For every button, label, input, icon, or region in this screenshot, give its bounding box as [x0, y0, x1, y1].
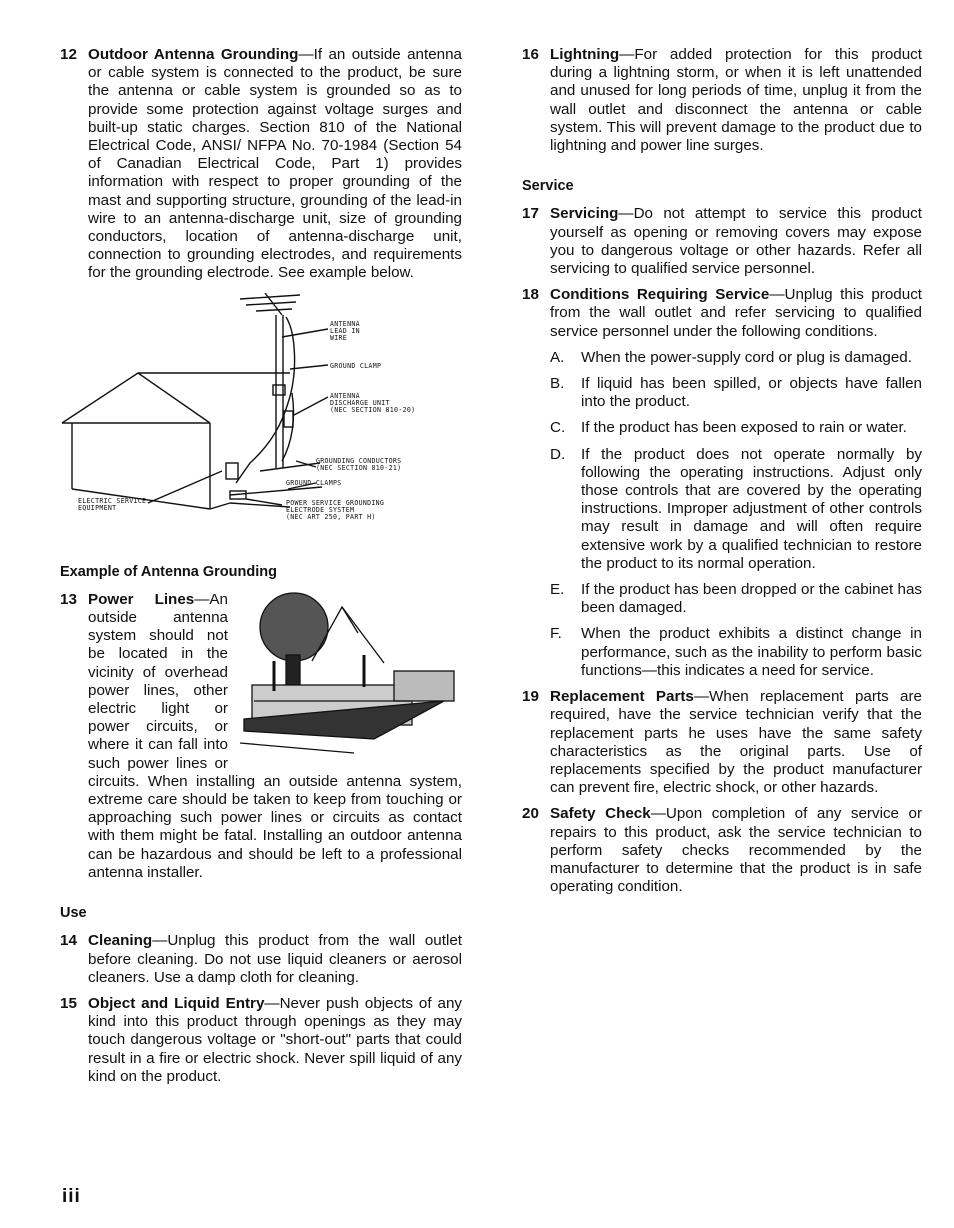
item-number: 17 [522, 205, 539, 223]
item-text: —Unplug this product from the wall outlet before cleaning. Do not use liquid cleaners or aerosol cleaners. Use a damp cloth for cleaning. [88, 932, 462, 986]
power-lines-illustration [234, 591, 462, 759]
ground-clamps-label: GROUND CLAMPS [286, 478, 342, 487]
condition-item [550, 625, 922, 680]
item-text: —If an outside antenna or cable system is connected to the product, be sure the antenna or cable system is grounded so as to provide some protection against voltage surges and built-up static charges. Section 810 of the National Electrical Code, ANSI/ NFPA No. 70-1984 (Section 54 of Canadian Electrical Code, Part 1) provides information with respect to proper grounding of the mast and supporting structure, grounding of the lead-in wire to an antenna-discharge unit, size of grounding conductors, location of antenna-discharge unit, connection to grounding electrodes, and requirements for the grounding electrode. See example below. [88, 46, 462, 282]
grounding-conductors-label: GROUNDING CONDUCTORS (NEC SECTION 810-21) [316, 456, 402, 473]
item-number: 20 [522, 805, 539, 823]
item-text: —Unplug this product from the wall outlet and refer servicing to qualified service personnel under the following conditions. [550, 286, 923, 340]
item-number: 13 [60, 590, 77, 608]
condition-item [550, 349, 922, 367]
item-20 [522, 805, 922, 896]
item-title: Outdoor Antenna Grounding [88, 46, 299, 63]
condition-text: If the product does not operate normally by following the operating instructions. Adjust only those controls that are covered by the operating instructions. Improper adjustment of other controls may result in damage and will often require extensive work by a qualified technician to restore the product to its normal operation. [581, 445, 922, 572]
condition-text: When the product exhibits a distinct change in performance, such as the inability to perform basic functions—this indicates a need for service. [581, 625, 922, 679]
grounding-electrode-label: POWER SERVICE GROUNDING ELECTRODE SYSTEM (NEC ART 250, PART H) [286, 498, 385, 522]
right-column [522, 46, 922, 904]
condition-text: If liquid has been spilled, or objects have fallen into the product. [581, 375, 922, 411]
item-title: Replacement Parts [550, 688, 694, 706]
condition-item [550, 375, 922, 411]
condition-letter: B. [550, 375, 565, 393]
item-title: Cleaning [88, 932, 153, 950]
item-title: Servicing [550, 205, 619, 223]
item-12 [60, 46, 462, 283]
item-text: —Never push objects of any kind into this product through openings as they may touch dangerous voltage or "short-out" parts that could result in a fire or electric shock. Never spill liquid of any kind on the product. [88, 994, 462, 1085]
item-title: Object and Liquid Entry [88, 994, 265, 1012]
page-number: iii [62, 1186, 81, 1207]
item-title: Power Lines [88, 590, 195, 608]
condition-letter: E. [550, 581, 565, 599]
antenna-grounding-figure [60, 293, 462, 555]
item-13 [60, 591, 462, 882]
ground-clamp-label: GROUND CLAMP [330, 361, 382, 370]
condition-letter: A. [550, 348, 565, 366]
figure-caption: Example of Antenna Grounding [60, 563, 277, 580]
item-number: 18 [522, 286, 539, 304]
condition-letter: D. [550, 445, 566, 463]
item-19 [522, 688, 922, 797]
condition-text: When the power-supply cord or plug is damaged. [581, 348, 912, 366]
lead-in-wire-label: ANTENNA LEAD IN WIRE [330, 319, 360, 343]
section-heading-use: Use [60, 905, 87, 922]
item-text: —Do not attempt to service this product yourself as opening or removing covers may expose you to dangerous voltage or other hazards. Refer all servicing to qualified service personnel. [550, 205, 922, 278]
electric-service-equipment-label: ELECTRIC SERVICE EQUIPMENT [78, 496, 147, 513]
condition-text: If the product has been exposed to rain or water. [581, 419, 907, 437]
item-text: —When replacement parts are required, have the service technician verify that the replacement parts he uses have the same safety characteristics as the original parts. Use of replacements specified by the product manufacturer can prevent fire, electric shock, or other hazards. [550, 688, 922, 797]
condition-item [550, 581, 922, 617]
item-17 [522, 205, 922, 278]
item-number: 12 [60, 46, 77, 63]
item-number: 14 [60, 932, 77, 950]
item-text: —Upon completion of any service or repairs to this product, ask the service technician to perform safety checks recommended by the manufacturer to determine that the product is in safe operating condition. [550, 805, 923, 896]
condition-item [550, 419, 922, 437]
condition-text: If the product has been dropped or the cabinet has been damaged. [581, 581, 922, 617]
item-title: Lightning [550, 46, 620, 63]
item-title: Safety Check [550, 805, 651, 823]
item-18 [522, 286, 922, 341]
item-16 [522, 46, 922, 155]
item-text: —For added protection for this product during a lightning storm, or when it is left unattended and unused for long periods of time, unplug it from the wall outlet and disconnect the antenna or cable system. This will prevent damage to the product due to lightning and power line surges. [550, 46, 922, 155]
item-number: 16 [522, 46, 539, 63]
condition-item [550, 446, 922, 573]
condition-letter: C. [550, 419, 566, 437]
item-text: —An outside antenna system should not be located in the vicinity of overhead power lines, other electric light or power circuits, or where it can fall into such power lines or circuits. When installing an outside antenna system, extreme care should be taken to keep from touching or approaching such power lines or circuits as contact with them might be fatal. Installing an outdoor antenna can be hazardous and should be left to a professional antenna installer. [88, 590, 462, 881]
item-number: 15 [60, 994, 77, 1012]
condition-letter: F. [550, 625, 562, 643]
left-column [60, 46, 462, 1094]
item-number: 19 [522, 688, 539, 706]
item-15 [60, 995, 462, 1086]
section-heading-service: Service [522, 178, 574, 195]
item-14 [60, 932, 462, 987]
item-title: Conditions Requiring Service [550, 286, 770, 304]
discharge-unit-label: ANTENNA DISCHARGE UNIT (NEC SECTION 810-20) [330, 391, 416, 415]
grounding-diagram [60, 293, 462, 555]
